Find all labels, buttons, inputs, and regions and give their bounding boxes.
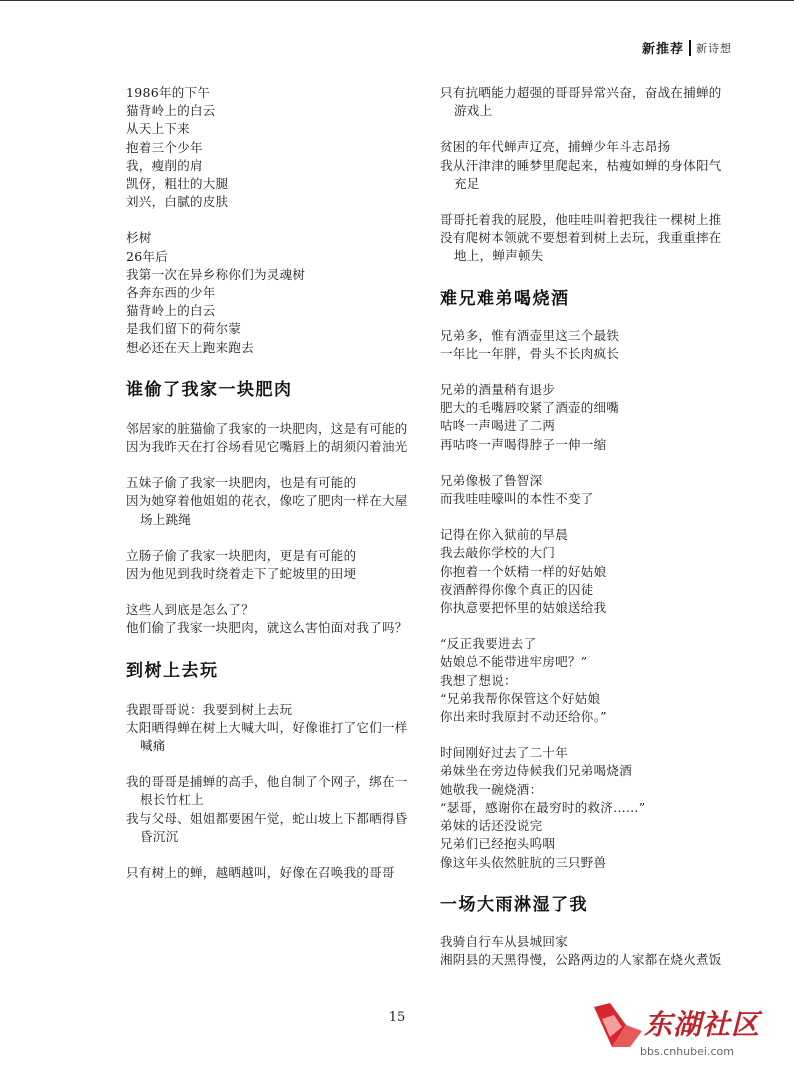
poem-line: 我从汗津津的睡梦里爬起来，枯瘦如蝉的身体阳气充足 <box>440 157 722 191</box>
stanza <box>440 381 730 454</box>
poem-line: 兄弟们已经抱头呜咽 <box>440 836 556 852</box>
poem-line: 兄弟多，惟有酒壶里这三个最铁 <box>440 327 620 343</box>
poem-line: 没有爬树本领就不要想着到树上去玩，我重重摔在地上，蝉声顿失 <box>440 230 722 264</box>
poem-body <box>440 327 730 872</box>
poem-line: 你出来时我原封不动还给你。” <box>440 709 607 725</box>
poem-line: 兄弟像极了鲁智深 <box>440 472 543 488</box>
poem-line: 猫背岭上的白云 <box>126 103 216 119</box>
poem-line: 弟妹坐在旁边侍候我们兄弟喝烧酒 <box>440 763 633 779</box>
stanza <box>440 138 730 193</box>
stanza <box>126 229 416 356</box>
poem-title: 难兄难弟喝烧酒 <box>440 288 570 309</box>
poem-line: 立肠子偷了我家一块肥肉，更是有可能的 <box>126 547 357 563</box>
poem-title: 一场大雨淋湿了我 <box>440 894 588 915</box>
poem-line: 贫困的年代蝉声辽亮，捕蝉少年斗志昂扬 <box>440 139 671 155</box>
poem-body <box>440 933 730 969</box>
stanza <box>126 420 416 456</box>
poem-line: 哥哥托着我的屁股，他哇哇叫着把我往一棵树上推 <box>440 212 722 228</box>
poem-line: 想必还在天上跑来跑去 <box>126 339 255 355</box>
poem-line: 邻居家的脏猫偷了我家的一块肥肉，这是有可能的 <box>126 420 408 436</box>
poem-line: 我跟哥哥说：我要到树上去玩 <box>126 701 293 717</box>
intro-poem <box>126 84 416 357</box>
poem-line: 我骑自行车从县城回家 <box>440 933 569 949</box>
poem-line: 从天上下来 <box>126 121 191 137</box>
poem-line: 太阳晒得蝉在树上大喊大叫，好像谁打了它们一样喊痛 <box>126 719 408 754</box>
poem-line: 五妹子偷了我家一块肥肉，也是有可能的 <box>126 475 357 491</box>
poem-body <box>126 420 416 638</box>
poem-title: 到树上去玩 <box>126 660 219 681</box>
poem-line: 肥大的毛嘴唇咬紧了酒壶的细嘴 <box>440 400 620 416</box>
poem-line: “反正我要进去了 <box>440 636 537 652</box>
stanza <box>440 744 730 871</box>
stanza <box>126 864 416 882</box>
poem-line: “兄弟我帮你保管这个好姑娘 <box>440 690 601 706</box>
poem-line: 我的哥哥是捕蝉的高手，他自制了个网子，绑在一根长竹杠上 <box>126 774 408 808</box>
poem-line: 一年比一年胖，骨头不长肉疯长 <box>440 345 620 361</box>
poem-body-continued <box>440 84 730 266</box>
poem-line: 姑娘总不能带进牢房吧？” <box>440 654 588 670</box>
poem-title: 谁偷了我家一块肥肉 <box>126 379 293 400</box>
poem-line: 我，瘦削的肩 <box>126 157 203 173</box>
stanza <box>126 84 416 211</box>
stanza <box>440 327 730 363</box>
page-number: 15 <box>388 1010 406 1025</box>
poem-line: 记得在你入狱前的早晨 <box>440 527 569 543</box>
poem-line: 刘兴，白腻的皮肤 <box>126 194 229 210</box>
watermark-logo-icon <box>592 1001 644 1049</box>
poem-line: 是我们留下的荷尔蒙 <box>126 321 242 337</box>
poem-line: 只有树上的蝉，越晒越叫，好像在召唤我的哥哥 <box>126 865 395 881</box>
stanza <box>440 211 730 266</box>
poem-line: 再咕咚一声喝得脖子一伸一缩 <box>440 436 607 452</box>
stanza <box>440 84 730 120</box>
header-divider <box>689 40 691 56</box>
stanza <box>440 472 730 508</box>
poem-line: 咕咚一声喝进了二两 <box>440 418 556 434</box>
poem-line: 我想了想说： <box>440 672 517 688</box>
poem-line: 因为他见到我时绕着走下了蛇坡里的田埂 <box>126 566 357 582</box>
poem-line: 26年后 <box>126 248 169 264</box>
left-column <box>126 84 416 900</box>
poem-line: 你执意要把怀里的姑娘送给我 <box>440 600 607 616</box>
poem-line: 夜酒醉得你像个真正的囚徒 <box>440 581 594 597</box>
poem-line: 弟妹的话还没说完 <box>440 818 543 834</box>
poem-line: 湘阴县的天黑得慢，公路两边的人家都在烧火煮饭 <box>440 951 722 967</box>
poem-line: 我去敲你学校的大门 <box>440 545 556 561</box>
poem-line: 凯伢，粗壮的大腿 <box>126 176 229 192</box>
poem-line: 杉树 <box>126 230 152 246</box>
poem-line: 猫背岭上的白云 <box>126 303 216 319</box>
watermark-text: 东湖社区 <box>644 1008 761 1041</box>
poem-line: 抱着三个少年 <box>126 139 203 155</box>
poem-line: 我第一次在异乡称你们为灵魂树 <box>126 266 306 282</box>
poem-line: 像这年头依然脏肮的三只野兽 <box>440 854 607 870</box>
stanza <box>126 547 416 583</box>
poem-line: 而我哇哇嚎叫的本性不变了 <box>440 491 594 507</box>
poem-line: 只有抗晒能力超强的哥哥异常兴奋，奋战在捕蝉的游戏上 <box>440 85 722 119</box>
site-watermark <box>590 999 780 1069</box>
running-header <box>642 38 732 57</box>
top-border-line <box>0 0 794 1</box>
stanza <box>440 635 730 726</box>
poem-line: 她敬我一碗烧酒： <box>440 781 543 797</box>
stanza <box>126 773 416 846</box>
poem-line: 我与父母、姐姐都要困午觉，蛇山坡上下都晒得昏昏沉沉 <box>126 810 408 844</box>
stanza <box>126 474 416 529</box>
poem-line: 各奔东西的少年 <box>126 285 216 301</box>
section-label: 新推荐 <box>641 42 684 57</box>
subsection-label: 新诗想 <box>696 41 732 55</box>
stanza <box>126 601 416 637</box>
poem-line: “瑟哥，感谢你在最穷时的救济……” <box>440 799 646 815</box>
poem-line: 因为她穿着他姐姐的花衣，像吃了肥肉一样在大屋场上跳绳 <box>126 493 408 527</box>
stanza <box>440 526 730 617</box>
poem-line: 他们偷了我家一块肥肉，就这么害怕面对我了吗？ <box>126 620 408 636</box>
stanza <box>126 701 416 756</box>
poem-line: 因为我昨天在打谷场看见它嘴唇上的胡须闪着油光 <box>126 439 408 455</box>
poem-line: 这些人到底是怎么了？ <box>126 602 255 618</box>
poem-line: 时间刚好过去了二十年 <box>440 745 569 761</box>
poem-line: 你抱着一个妖精一样的好姑娘 <box>440 563 607 579</box>
poem-line: 1986年的下午 <box>126 85 211 100</box>
watermark-url: bbs.cnhubei.com <box>640 1045 734 1058</box>
stanza <box>440 933 730 969</box>
right-column <box>440 84 730 987</box>
poem-body <box>126 701 416 883</box>
poem-line: 兄弟的酒量稍有退步 <box>440 382 556 398</box>
